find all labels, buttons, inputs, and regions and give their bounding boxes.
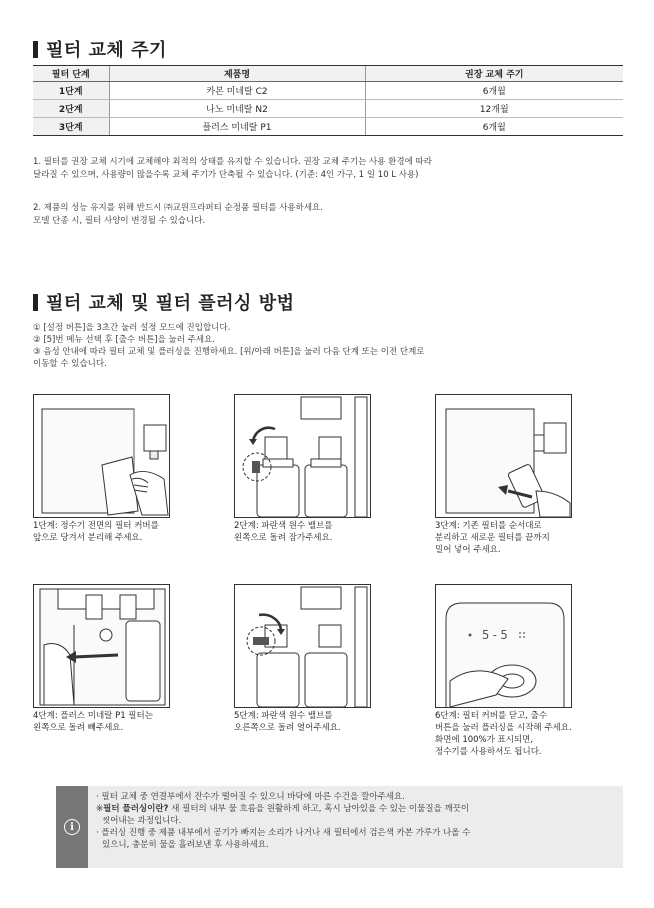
- step5-illustration: [234, 584, 371, 708]
- note-line: 1. 필터를 권장 교체 시기에 교체해야 최적의 상태를 유지할 수 있습니다. 권장 교체 주기는 사용 환경에 따라: [33, 157, 432, 167]
- info-icon: i: [64, 819, 80, 835]
- step-2: [234, 394, 430, 544]
- caption-line: 정수기를 사용하셔도 됩니다.: [435, 747, 542, 757]
- info-line: 씻어내는 과정입니다.: [102, 816, 182, 826]
- table-cell-cycle: 12개월: [365, 100, 623, 118]
- note-line: 모델 단종 시, 필터 사양이 변경될 수 있습니다.: [33, 215, 206, 226]
- info-flushing: [96, 803, 470, 815]
- table-row: [33, 100, 623, 118]
- step-4: [33, 584, 229, 734]
- table-cell-product: 카본 미네랄 C2: [109, 82, 365, 100]
- caption-line: 6단계: 필터 커버를 닫고, 출수: [435, 711, 548, 721]
- table-header: 필터 단계: [33, 66, 109, 82]
- intro-line: 이동할 수 있습니다.: [33, 359, 107, 369]
- step5-caption: [234, 710, 430, 734]
- caption-line: 버튼을 눌러 플러싱을 시작해 주세요.: [435, 723, 572, 733]
- section-title-cycle: [33, 36, 167, 62]
- caption-line: 왼쪽으로 돌려 빼주세요.: [33, 723, 124, 733]
- note-line: 달라질 수 있으며, 사용량이 많을수록 교체 주기가 단축될 수 있습니다. (기준: 4인 가구, 1 일 10 L 사용): [33, 169, 419, 180]
- caption-line: 1단계: 정수기 전면의 필터 커버를: [33, 521, 159, 531]
- step4-caption: [33, 710, 229, 734]
- table-cell-stage: 3단계: [33, 118, 109, 136]
- step4-illustration: [33, 584, 170, 708]
- table-cell-product: 나노 미네랄 N2: [109, 100, 365, 118]
- step2-caption: [234, 520, 430, 544]
- table-row: [33, 118, 623, 136]
- display-readout: 5-5: [482, 628, 510, 642]
- info-box: [56, 786, 623, 868]
- table-header: 권장 교체 주기: [365, 66, 623, 82]
- info-body: [88, 786, 478, 868]
- section-title-method: [33, 289, 295, 315]
- steps-intro: [33, 322, 623, 370]
- table-header: 제품명: [109, 66, 365, 82]
- table-header-row: [33, 66, 623, 82]
- filter-cycle-table: [33, 65, 623, 136]
- caption-line: 화면에 100%가 표시되면,: [435, 735, 534, 745]
- caption-line: 왼쪽으로 돌려 잠가주세요.: [234, 533, 333, 543]
- caption-line: 2단계: 파란색 원수 밸브를: [234, 521, 333, 531]
- caption-line: 밀어 넣어 주세요.: [435, 545, 501, 555]
- flush-prefix: ※: [96, 804, 104, 814]
- caption-line: 앞으로 당겨서 분리해 주세요.: [33, 533, 143, 543]
- caption-line: 4단계: 플러스 미네랄 P1 필터는: [33, 711, 153, 721]
- caption-line: 3단계: 기존 필터를 순서대로: [435, 521, 542, 531]
- note-2: [33, 202, 623, 227]
- flush-rest: 새 필터의 내부 물 흐름을 원활하게 하고, 혹시 남아있을 수 있는 이물질을 깨끗이: [168, 804, 470, 814]
- step6-caption: [435, 710, 631, 758]
- info-line: 있으니, 충분히 물을 흘려보낸 후 사용하세요.: [102, 840, 269, 850]
- title-bar: [33, 41, 38, 58]
- note-1: [33, 156, 623, 181]
- table-cell-stage: 1단계: [33, 82, 109, 100]
- step6-illustration: [435, 584, 572, 708]
- section2-title: 필터 교체 및 필터 플러싱 방법: [46, 293, 295, 314]
- table-cell-cycle: 6개월: [365, 82, 623, 100]
- step-1: [33, 394, 229, 544]
- table-cell-cycle: 6개월: [365, 118, 623, 136]
- intro-line: ② [5]번 메뉴 선택 후 [출수 버튼]을 눌러 주세요.: [33, 335, 215, 345]
- caption-line: 오른쪽으로 돌려 열어주세요.: [234, 723, 341, 733]
- step1-caption: [33, 520, 229, 544]
- table-cell-stage: 2단계: [33, 100, 109, 118]
- section1-title: 필터 교체 주기: [46, 40, 167, 61]
- info-line: · 필터 교체 중 연결부에서 잔수가 떨어질 수 있으니 바닥에 마른 수건을 깔아주세요.: [96, 792, 405, 802]
- intro-line: ① [설정 버튼]을 3초간 눌러 설정 모드에 진입합니다.: [33, 323, 231, 333]
- title-bar: [33, 294, 38, 311]
- flush-bold: 필터 플러싱이란?: [103, 804, 169, 814]
- table-cell-product: 플러스 미네랄 P1: [109, 118, 365, 136]
- table-row: [33, 82, 623, 100]
- step-3: [435, 394, 631, 556]
- step3-caption: [435, 520, 631, 556]
- step3-illustration: [435, 394, 572, 518]
- info-line: · 플러싱 진행 중 제품 내부에서 공기가 빠지는 소리가 나거나 새 필터에서 검은색 카본 가루가 나올 수: [96, 828, 471, 838]
- step-6: [435, 584, 631, 758]
- step1-illustration: [33, 394, 170, 518]
- note-line: 2. 제품의 성능 유지를 위해 반드시 ㈜교원프라퍼티 순정품 필터를 사용하세요.: [33, 203, 323, 213]
- step-5: [234, 584, 430, 734]
- step2-illustration: [234, 394, 371, 518]
- caption-line: 5단계: 파란색 원수 밸브를: [234, 711, 333, 721]
- caption-line: 분리하고 새로운 필터를 끝까지: [435, 533, 550, 543]
- intro-line: ③ 음성 안내에 따라 필터 교체 및 플러싱을 진행하세요. [위/아래 버튼]을 눌러 다음 단계 또는 이전 단계로: [33, 347, 425, 357]
- info-icon-column: [56, 786, 88, 868]
